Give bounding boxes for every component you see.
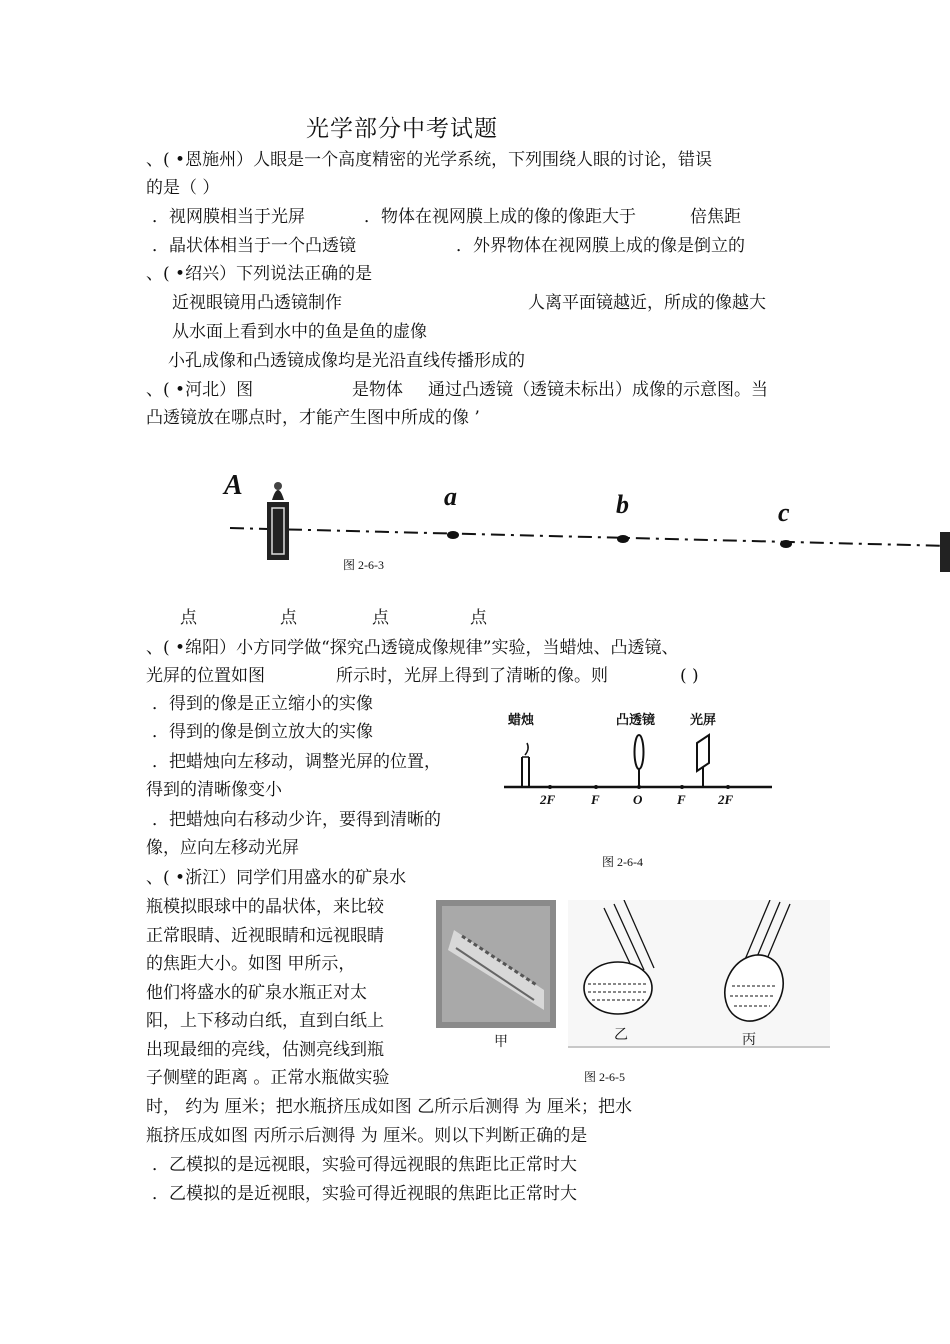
figure-caption-2-6-5: 图 2-6-5 <box>584 1070 625 1084</box>
point-a-dot <box>447 531 459 539</box>
figure-2-6-5 <box>434 900 834 1086</box>
q2-option-c: 从水面上看到水中的鱼是鱼的虚像 <box>172 322 427 342</box>
object-candle-icon <box>267 482 289 560</box>
q4-option-c-line1: ．把蜡烛向左移动，调整光屏的位置， <box>152 752 441 772</box>
convex-lens-icon <box>635 735 644 787</box>
screen-icon <box>697 735 709 787</box>
point-c-dot <box>780 540 792 548</box>
label-screen: 光屏 <box>690 712 717 727</box>
q5-line-9: 时， 约为 厘米；把水瓶挤压成如图 乙所示后测得 为 厘米；把水 <box>146 1097 633 1117</box>
q5-line-7: 出现最细的亮线，估测亮线到瓶 <box>146 1040 384 1060</box>
tick-2f-left: 2F <box>540 792 556 807</box>
label-lens: 凸透镜 <box>616 712 656 727</box>
q5-line-1: 、( •浙江）同学们用盛水的矿泉水 <box>146 868 407 888</box>
q1-option-d: ．外界物体在视网膜上成的像是倒立的 <box>456 236 745 256</box>
tick-2f-right: 2F <box>718 792 734 807</box>
figure-caption-2-6-4: 图 2-6-4 <box>602 855 643 869</box>
figure-caption-2-6-3: 图 2-6-3 <box>343 558 384 572</box>
bottle-photo <box>436 900 556 1028</box>
q1-option-a: ．视网膜相当于光屏 <box>152 207 305 227</box>
q2-option-b: 人离平面镜越近，所成的像越大 <box>528 293 766 313</box>
label-candle: 蜡烛 <box>508 712 535 727</box>
tick-o: O <box>633 792 643 807</box>
q5-line-4: 的焦距大小。如图 甲所示， <box>146 954 356 974</box>
label-c: c <box>778 498 790 527</box>
q1-option-b-tail: 倍焦距 <box>690 207 741 227</box>
q4-stem-line2-c: ( ) <box>680 666 699 686</box>
q1-option-b: ．物体在视网膜上成的像的像距大于 <box>364 207 636 227</box>
q2-option-a: 近视眼镜用凸透镜制作 <box>172 293 342 313</box>
label-bing: 丙 <box>742 1032 756 1048</box>
tick-f-right: F <box>677 792 686 807</box>
q2-option-d: 小孔成像和凸透镜成像均是光沿直线传播形成的 <box>168 351 525 371</box>
q1-option-c: ．晶状体相当于一个凸透镜 <box>152 236 356 256</box>
q3-option-a: 点 <box>180 608 197 628</box>
q3-stem-line1-a: 、( •河北）图 <box>146 380 254 400</box>
q4-option-a: ．得到的像是正立缩小的实像 <box>152 694 373 714</box>
q1-stem-line2: 的是（ ） <box>146 178 220 198</box>
q5-option-a: ．乙模拟的是远视眼，实验可得远视眼的焦距比正常时大 <box>152 1155 577 1175</box>
image-icon <box>940 532 950 572</box>
point-b-dot <box>617 535 629 543</box>
bottle-lens-diagram <box>434 900 834 1050</box>
label-jia: 甲 <box>494 1034 508 1050</box>
q5-option-b: ．乙模拟的是近视眼，实验可得近视眼的焦距比正常时大 <box>152 1184 577 1204</box>
q2-stem: 、( •绍兴）下列说法正确的是 <box>146 264 373 284</box>
q3-stem-line1-b: 是物体 <box>352 380 403 400</box>
q4-stem-line2-b: 所示时，光屏上得到了清晰的像。则 <box>336 666 608 686</box>
label-a: a <box>444 482 457 511</box>
figure-2-6-3 <box>210 440 950 590</box>
tick-f-left: F <box>591 792 600 807</box>
q4-stem-line2-a: 光屏的位置如图 <box>146 666 265 686</box>
q5-line-8: 子侧壁的距离 。正常水瓶做实验 <box>146 1068 390 1088</box>
q4-stem-line1: 、( •绵阳）小方同学做“探究凸透镜成像规律”实验，当蜡烛、凸透镜、 <box>146 638 679 658</box>
q1-stem-line1: 、( •恩施州）人眼是一个高度精密的光学系统，下列围绕人眼的讨论，错误 <box>146 150 713 170</box>
q5-line-5: 他们将盛水的矿泉水瓶正对太 <box>146 983 367 1003</box>
q3-option-c: 点 <box>372 608 389 628</box>
optical-axis-diagram <box>210 440 950 590</box>
q5-line-3: 正常眼睛、近视眼睛和远视眼睛 <box>146 926 384 946</box>
optical-axis-line <box>230 528 950 546</box>
label-A: A <box>224 470 243 501</box>
figure-2-6-4 <box>500 705 780 875</box>
label-b: b <box>616 490 629 519</box>
q4-option-d-line1: ．把蜡烛向右移动少许，要得到清晰的 <box>152 810 441 830</box>
page-title: 光学部分中考试题 <box>306 116 498 142</box>
q4-option-c-line2: 得到的清晰像变小 <box>146 780 282 800</box>
q3-option-d: 点 <box>470 608 487 628</box>
q5-line-6: 阳，上下移动白纸，直到白纸上 <box>146 1011 384 1031</box>
q5-line-10: 瓶挤压成如图 丙所示后测得 为 厘米。则以下判断正确的是 <box>146 1126 588 1146</box>
candle-icon <box>522 743 529 787</box>
label-yi: 乙 <box>614 1027 628 1043</box>
q4-option-d-line2: 像，应向左移动光屏 <box>146 838 299 858</box>
q5-line-2: 瓶模拟眼球中的晶状体，来比较 <box>146 897 384 917</box>
q4-option-b: ．得到的像是倒立放大的实像 <box>152 722 373 742</box>
q3-stem-line1-c: 通过凸透镜（透镜未标出）成像的示意图。当 <box>428 380 768 400</box>
q3-option-b: 点 <box>280 608 297 628</box>
q3-stem-line2: 凸透镜放在哪点时，才能产生图中所成的像 ’ <box>146 408 480 428</box>
